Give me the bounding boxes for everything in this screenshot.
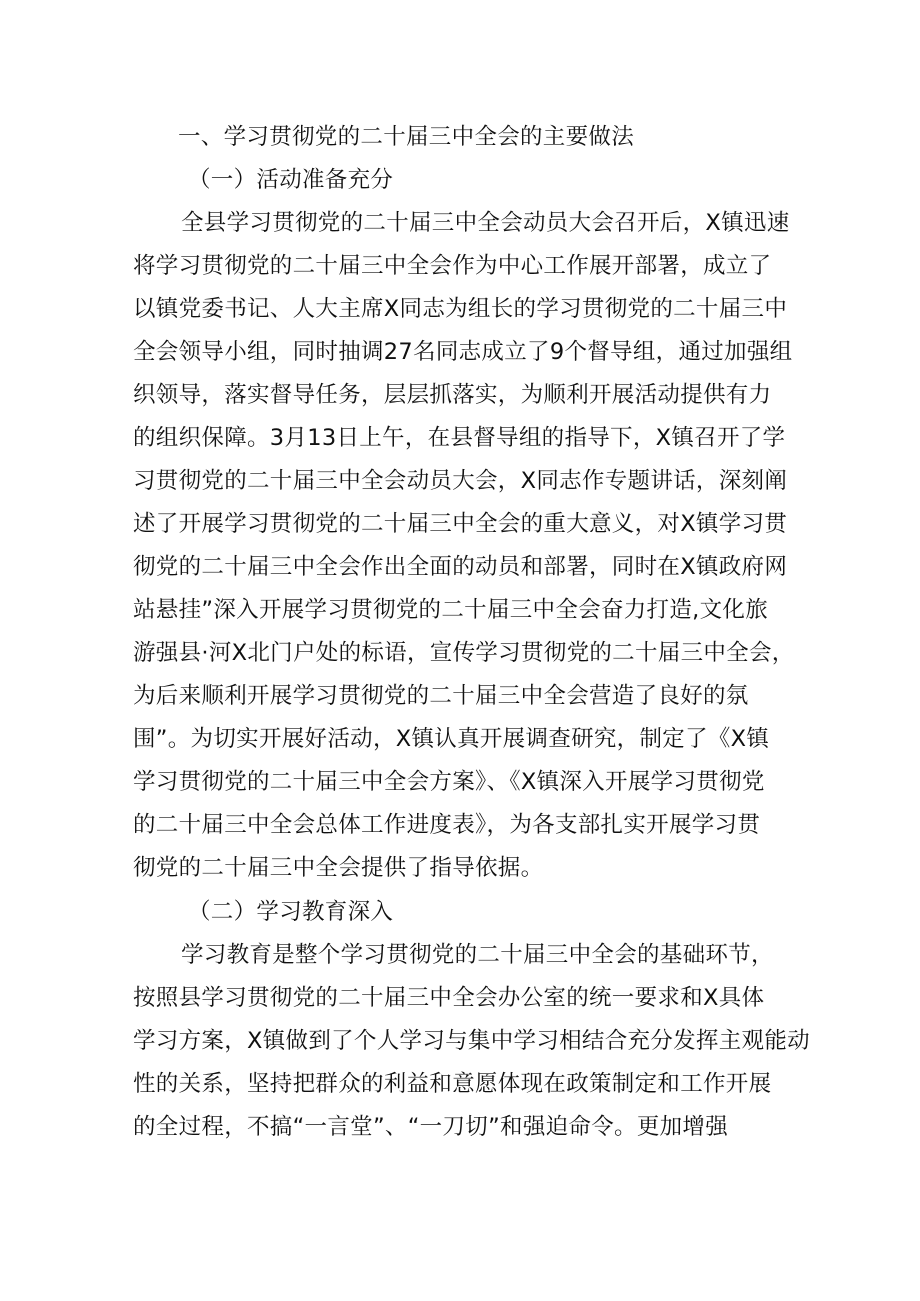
paragraph-line: 织领导，落实督导任务，层层抓落实，为顺利开展活动提供有力	[133, 382, 772, 408]
paragraph-line: 的二十届三中全会总体工作进度表》，为各支部扎实开展学习贯	[133, 812, 761, 838]
paragraph-line: 的组织保障。3月13日上午，在县督导组的指导下，X镇召开了学	[133, 425, 786, 451]
paragraph-line: 为后来顺利开展学习贯彻党的二十届三中全会营造了良好的氛	[133, 683, 749, 709]
subsection-heading-1: （一）活动准备充分	[188, 167, 394, 193]
paragraph-line: 游强县·河X北门户处的标语，宣传学习贯彻党的二十届三中全会，	[133, 640, 795, 666]
paragraph-line: 彻党的二十届三中全会作出全面的动员和部署，同时在X镇政府网	[133, 554, 788, 580]
paragraph-line: 按照县学习贯彻党的二十届三中全会办公室的统一要求和X具体	[133, 985, 765, 1011]
paragraph-line: 学习教育是整个学习贯彻党的二十届三中全会的基础环节，	[181, 942, 774, 968]
paragraph-line: 站悬挂”深入开展学习贯彻党的二十届三中全会奋力打造,文化旅	[133, 597, 769, 623]
paragraph-line: 性的关系，坚持把群众的利益和意愿体现在政策制定和工作开展	[133, 1071, 772, 1097]
paragraph-line: 述了开展学习贯彻党的二十届三中全会的重大意义，对X镇学习贯	[133, 511, 788, 537]
section-heading: 一、学习贯彻党的二十届三中全会的主要做法	[178, 124, 635, 150]
paragraph-line: 的全过程，不搞“一言堂”、“一刀切”和强迫命令。更加增强	[133, 1114, 729, 1140]
paragraph-line: 学习贯彻党的二十届三中全会方案》、《X镇深入开展学习贯彻党	[133, 769, 765, 795]
paragraph-line: 全县学习贯彻党的二十届三中全会动员大会召开后，X镇迅速	[181, 210, 790, 236]
paragraph-line: 围”。为切实开展好活动，X镇认真开展调查研究，制定了《X镇	[133, 726, 770, 752]
paragraph-line: 以镇党委书记、人大主席X同志为组长的学习贯彻党的二十届三中	[133, 296, 788, 322]
subsection-heading-2: （二）学习教育深入	[188, 899, 394, 925]
paragraph-line: 全会领导小组，同时抽调27名同志成立了9个督导组，通过加强组	[133, 339, 793, 365]
paragraph-line: 将学习贯彻党的二十届三中全会作为中心工作展开部署，成立了	[133, 253, 772, 279]
paragraph-line: 学习方案，X镇做到了个人学习与集中学习相结合充分发挥主观能动	[133, 1028, 810, 1054]
paragraph-line: 彻党的二十届三中全会提供了指导依据。	[133, 855, 544, 881]
paragraph-line: 习贯彻党的二十届三中全会动员大会，X同志作专题讲话，深刻阐	[133, 468, 788, 494]
